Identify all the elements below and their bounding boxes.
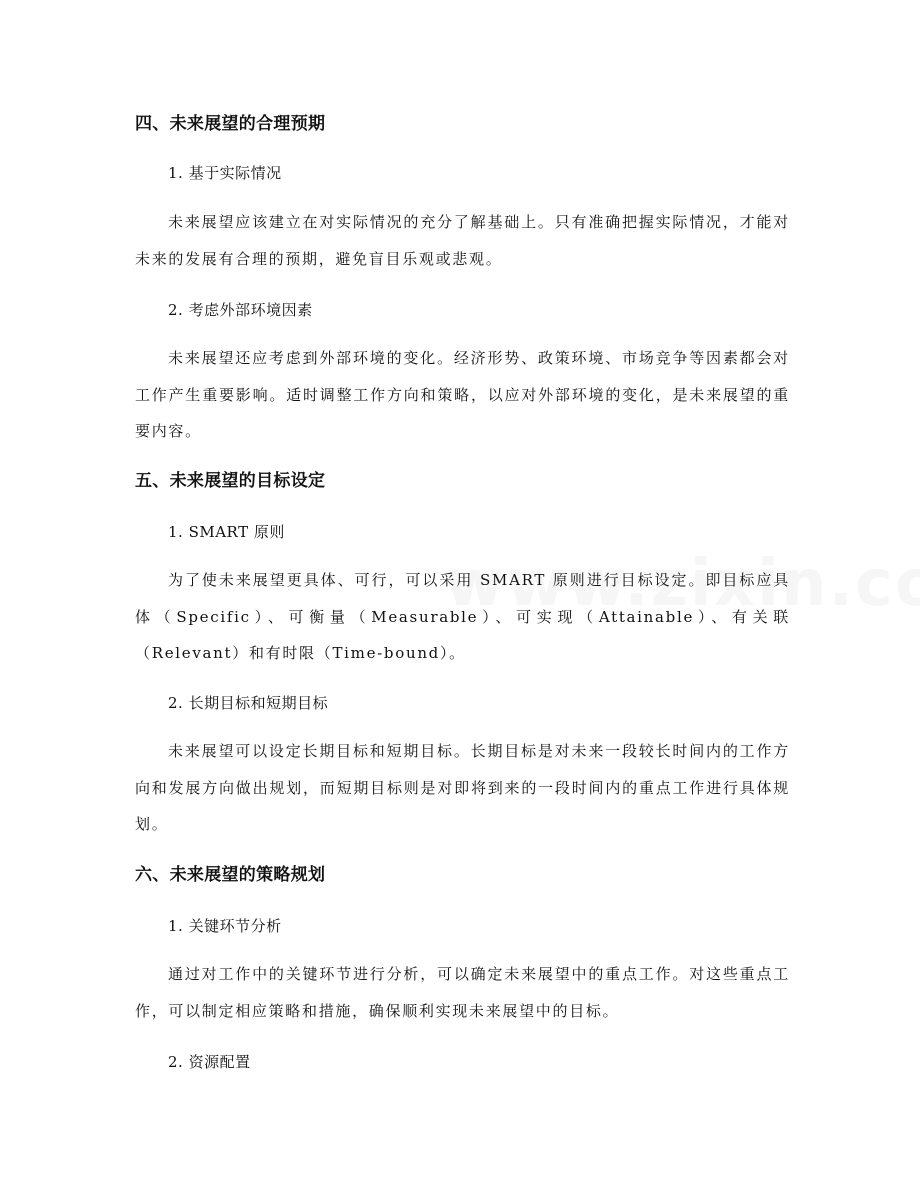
paragraph-6-1: 通过对工作中的关键环节进行分析，可以确定未来展望中的重点工作。对这些重点工作，可以制定相应策略和措施，确保顺利实现未来展望中的目标。 — [135, 965, 790, 1020]
section-heading-5: 五、未来展望的目标设定 — [135, 471, 326, 491]
section-heading-6: 六、未来展望的策略规划 — [135, 865, 326, 885]
subheading-6-2: 2. 资源配置 — [168, 1053, 251, 1071]
subheading-5-1: 1. SMART 原则 — [168, 523, 285, 541]
paragraph-4-2: 未来展望还应考虑到外部环境的变化。经济形势、政策环境、市场竞争等因素都会对工作产生重要影响。适时调整工作方向和策略，以应对外部环境的变化，是未来展望的重要内容。 — [135, 349, 790, 440]
subheading-4-1: 1. 基于实际情况 — [168, 164, 282, 182]
subheading-4-2: 2. 考虑外部环境因素 — [168, 301, 313, 319]
paragraph-5-1: 为了使未来展望更具体、可行，可以采用 SMART 原则进行目标设定。即目标应具体（Specific）、可衡量（Measurable）、可实现（Attainable）、有关联（Relevant）和有时限（Time-bound）。 — [135, 571, 790, 662]
paragraph-4-1: 未来展望应该建立在对实际情况的充分了解基础上。只有准确把握实际情况，才能对未来的发展有合理的预期，避免盲目乐观或悲观。 — [135, 213, 790, 268]
subheading-6-1: 1. 关键环节分析 — [168, 917, 282, 935]
paragraph-5-2: 未来展望可以设定长期目标和短期目标。长期目标是对未来一段较长时间内的工作方向和发展方向做出规划，而短期目标则是对即将到来的一段时间内的重点工作进行具体规划。 — [135, 742, 790, 833]
section-heading-4: 四、未来展望的合理预期 — [135, 114, 326, 134]
subheading-5-2: 2. 长期目标和短期目标 — [168, 694, 329, 712]
